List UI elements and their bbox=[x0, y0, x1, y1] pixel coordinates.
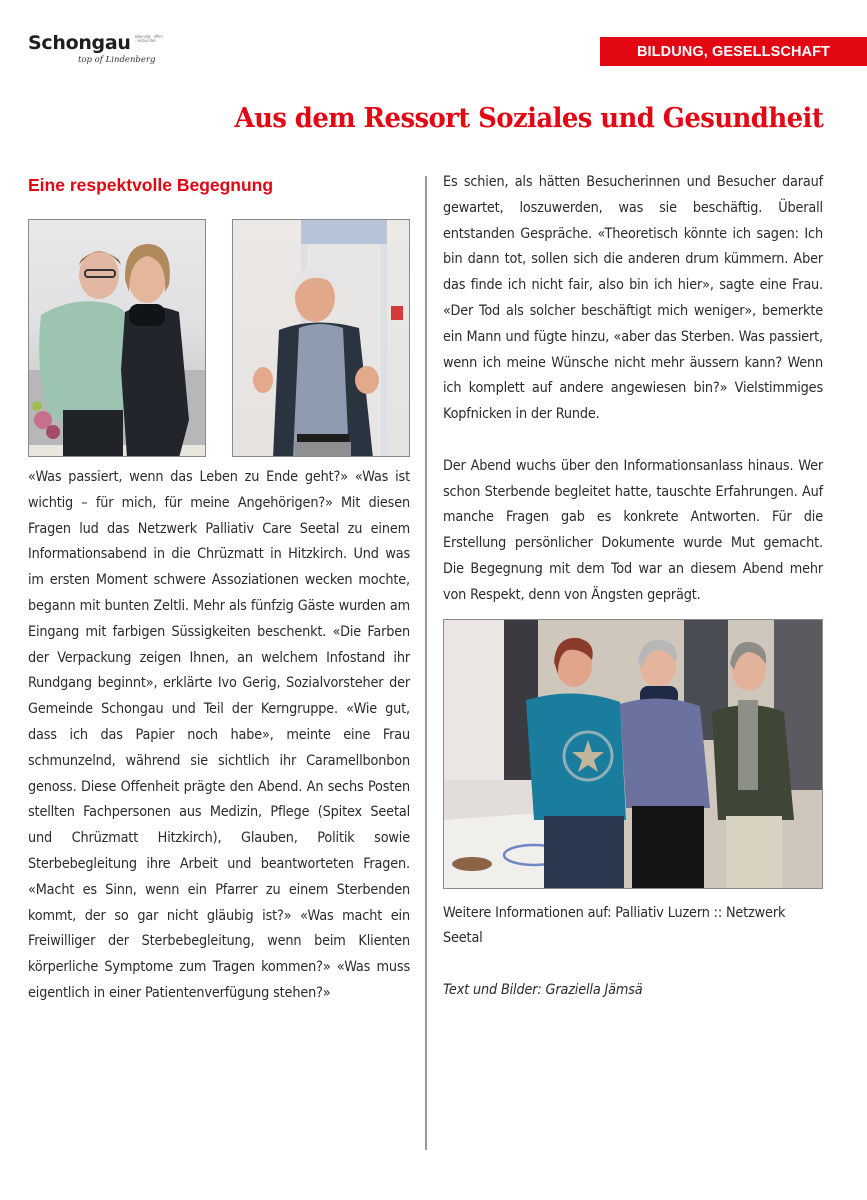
top-photos bbox=[28, 219, 410, 459]
photo-text-credit: Text und Bilder: Graziella Jämsä bbox=[443, 982, 643, 999]
article-paragraph-left: «Was passiert, wenn das Leben zu Ende geht?» «Was ist wichtig – für mich, für meine Angehörigen?» Mit diesen Fragen lud das Netzwerk Palliativ Care Seetal zu einem Informationsabend in die Chrüzmatt in Hitzkirch. Und was im ersten Moment schwere Assoziationen wecken mochte, begann mit bunten Zeltli. Mehr als fünfzig Gäste wurden am Eingang mit farbigen Süssigkeiten beschenkt. «Die Farben der Verpackung zeigen Ihnen, an welchem Infostand ihr Rundgang beginnt», erklärte Ivo Gerig, Sozialvorsteher der Gemeinde Schongau und Teil der Kerngruppe. «Wie gut, dass ich das Papier noch habe», meinte eine Frau schmunzelnd, während sie sichtlich ihr Caramellbonbon genoss. Diese Offenheit prägte den Abend. An sechs Posten stellten Fachpersonen aus Medizin, Pflege (Spitex Seetal und Chrüzmatt Hitzkirch), Glauben, Politik sowie Sterbebegleitung ihre Arbeit und beantworteten Fragen. «Macht es Sinn, wenn ein Pfarrer zu einem Sterbenden kommt, der so gar nicht gläubig ist?» «Was macht ein Freiwilliger der Sterbebegleitung, wenn beim Klienten körperliche Symptome zum Tragen kommen?» «Was muss eigentlich in einer Patientenverfügung stehen?» bbox=[28, 469, 410, 1001]
photo-three-women bbox=[443, 619, 823, 889]
left-column bbox=[28, 170, 410, 1007]
photo-icon bbox=[29, 220, 206, 457]
article-paragraph-right-2: Der Abend wuchs über den Informationsanlass hinaus. Wer schon Sterbende begleitet hatte, tauschte Erfahrungen. Auf manche Fragen gab es konkrete Antworten. Für die Erstellung persönlicher Dokumente wurde Mut gemacht. Die Begegnung mit dem Tod war an diesem Abend mehr von Respekt, denn von Ängsten geprägt. bbox=[443, 457, 823, 603]
photo-icon bbox=[233, 220, 410, 457]
column-divider bbox=[425, 176, 427, 1150]
article-subheadline: Eine respektvolle Begegnung bbox=[28, 175, 274, 195]
logo-wordmark: Schongau bbox=[28, 32, 131, 54]
paragraph-gap bbox=[443, 428, 823, 454]
right-column bbox=[443, 170, 823, 1004]
logo-top-row bbox=[28, 32, 165, 54]
article-paragraph-right-1: Es schien, als hätten Besucherinnen und Besucher darauf gewartet, loszuwerden, was sie beschäftig. Überall entstanden Gespräche. «Theoretisch könnte ich sagen: Ich bin dann tot, sollen sich die anderen drum kümmern. Aber das finde ich nicht fair, also bin ich hier», sagte eine Frau. «Der Tod als solcher beschäftigt mich weniger», bemerkte ein Mann und fügte hinzu, «aber das Sterben. Was passiert, wenn ich meine Wünsche nicht mehr äussern kann? Wenn ich komplett auf andere angewiesen bin?» Vielstimmiges Kopfnicken in der Runde. bbox=[443, 174, 823, 423]
photo-icon bbox=[444, 620, 823, 889]
photo-two-women bbox=[28, 219, 206, 457]
logo-tagline: lebendig · offen · verbunden bbox=[134, 34, 163, 44]
page-title: Aus dem Ressort Soziales und Gesundheit bbox=[234, 103, 823, 134]
schongau-logo bbox=[28, 32, 165, 66]
photo-man-speaking bbox=[232, 219, 410, 457]
section-banner-label: BILDUNG, GESELLSCHAFT bbox=[636, 43, 830, 60]
info-line: Weitere Informationen auf: Palliativ Luzern :: Netzwerk Seetal bbox=[443, 904, 786, 947]
section-banner bbox=[600, 37, 867, 66]
logo-subline: top of Lindenberg bbox=[78, 55, 156, 65]
